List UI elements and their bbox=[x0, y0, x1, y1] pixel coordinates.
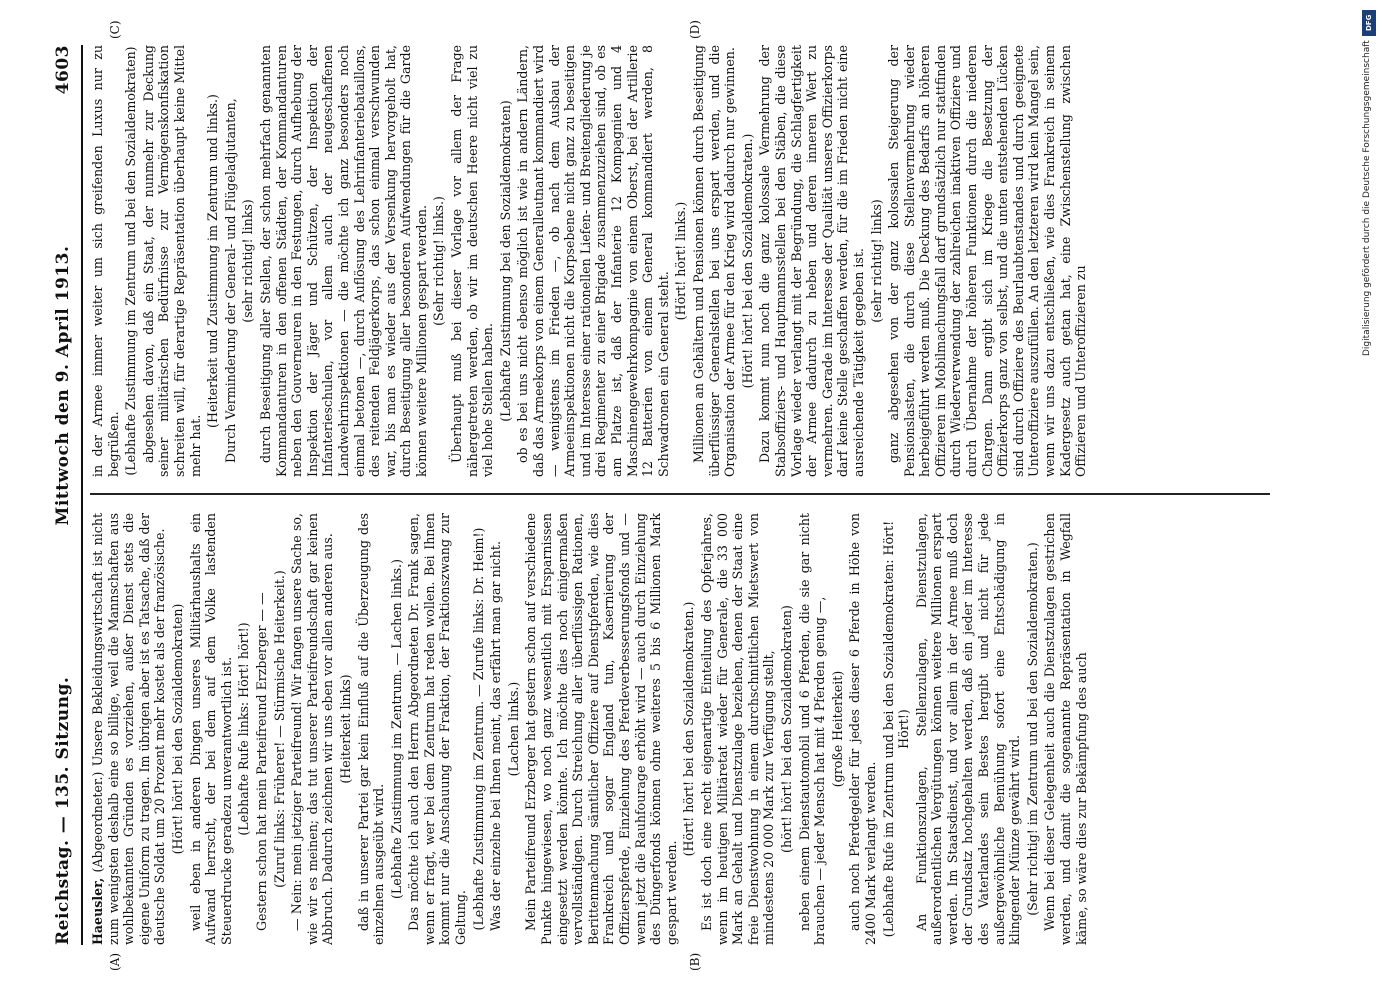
header-rule bbox=[81, 45, 83, 945]
paragraph: Durch Verminderung der General- und Flügeladjutanten, bbox=[222, 98, 238, 463]
paragraph: durch Beseitigung aller Stellen, der schon mehrfach genannten Kommandanturen in den offenen Städten, der Kommandanturen neben den Gouverneuren in den Festungen, durch Aufhebung der Inspektion der Jäger und Schützen, der Inspektion der Infanterieschulen, vor allem auch der neugeschaffenen Landwehrinspektionen — die möchte ich ganz besonders noch einmal betonen —, durch Auflösung des Lehrinfanteriebataillons, des reitenden Feldjägerkorps, das schon einmal verschwunden war, bis man es wieder aus der Versenkung hervorgeholt hat, durch Beseitigung aller besonderen Aufwendungen für die Garde können weitere Millionen gespart werden. bbox=[257, 45, 429, 477]
interjection: (sehr richtig! links) bbox=[240, 199, 256, 323]
page-number: 4603 bbox=[53, 45, 73, 95]
interjection: (Zuruf links: Früherer! — Stürmische Heiterkeit.) bbox=[271, 570, 287, 888]
header-date: Mittwoch den 9. April 1913. bbox=[53, 245, 73, 526]
paragraph: auch noch Pferdegelder für jedes dieser 6 Pferde in Höhe von 2400 Mark verlangt werden. bbox=[847, 513, 878, 945]
column-divider bbox=[90, 494, 1270, 496]
interjection: (Hört! hört! bei den Sozialdemokraten) bbox=[169, 603, 185, 855]
paragraph: Mein Parteifreund Erzberger hat gestern schon auf verschiedene Punkte hingewiesen, wo noch ganz wesentlich mit Ersparnissen eingesetzt werden könnte. Ich möchte dies noch einigermaßen vervollständigen. Durch Streichung aller überflüssigen Rationen, Berittenmachung sämtlicher Offiziere auf Dienstpferden, wie dies Frankreich und sogar England tun, Kasernierung der Offizierspferde, Einziehung des Pferdeverbesserungsfonds und — wenn jetzt die Rauhfourage erhöht wird — auch durch Einziehung des Düngerfonds können ohne weiteres 5 bis 6 Millionen Mark gespart werden. bbox=[523, 513, 679, 945]
margin-marker-a: (A) bbox=[108, 952, 122, 971]
paragraph-text: Unsere Bekleidungswirtschaft ist nicht zum wenigsten deshalb eine so billige, weil die Mannschaften aus wohlbekannten Gründen es vorziehen, außer Dienst stets die eigene Uniform zu tragen. Im übrigen aber ist es Tatsache, daß der deutsche Soldat um 20 Prozent mehr kostet als der französische. bbox=[90, 513, 168, 945]
interjection: (Lebhafte Zustimmung bei den Sozialdemokraten) bbox=[497, 100, 513, 422]
paragraph: Was der einzelne bei Ihnen meint, das erfährt man gar nicht. bbox=[488, 541, 504, 931]
speaker-name: Haeusler, bbox=[90, 877, 105, 945]
left-column bbox=[90, 513, 1270, 945]
paragraph: ob es bei uns nicht ebenso möglich ist wie in andern Ländern, daß das Armeekorps von einem Generalleutnant kommandiert wird — wenigstens im Frieden —, ob nach dem Ausbau der Armeeinspektionen nicht die Korpsebene nicht ganz zu beseitigen und im Interesse einer rationellen Liefen- und Breitengliederung je drei Regimenter zu einer Brigade zusammenzuziehen sind, ob es am Platze ist, daß der Infanterie 12 Kompagnien und 4 Maschinengewehrkompagnie von einem Oberst, bei der Artillerie 12 Batterien von einem General kommandiert werden, 8 Schwadronen ein General steht. bbox=[515, 45, 671, 477]
paragraph: — Nein: mein jetziger Parteifreund! Wir fangen unsere Sache so, wie wir es meinen; das tut unserer Parteifreundschaft gar keinen Abbruch. Dadurch zeichnen wir uns eben vor allen anderen aus. bbox=[289, 513, 336, 945]
header-session: Reichstag. — 135. Sitzung. bbox=[53, 676, 73, 945]
interjection: (Lebhafte Rufe links: Hört! hört!) bbox=[236, 622, 252, 836]
paragraph: daß in unserer Partei gar kein Einfluß auf die Überzeugung des einzelnen ausgeübt wird. bbox=[355, 513, 387, 945]
interjection: (sehr richtig! links) bbox=[868, 199, 884, 323]
paragraph: neben einem Dienstautomobil und 6 Pferden, die sie gar nicht brauchen — jeder Mensch hat mit 4 Pferden genug —, bbox=[796, 513, 828, 945]
interjection: (Heiterkeit links) bbox=[337, 674, 353, 784]
interjection: (Lachen links.) bbox=[505, 681, 521, 777]
margin-marker-b: (B) bbox=[688, 952, 702, 971]
interjection: (Lebhafte Rufe im Zentrum und bei den Sozialdemokraten: Hört! Hört!) bbox=[880, 520, 912, 938]
paragraph: An Funktionszulagen, Stellenzulagen, Dienstzulagen, außerordentlichen Vergütungen können weitere Millionen erspart werden. Im Staatsdienst, und vor allem in der Armee muß doch der Grundsatz hochgehalten werden, daß ein jeder im Interesse des Vaterlandes sein Bestes hergibt und nicht für jede außergewöhnliche Bemühung sofort eine Entschädigung in klingender Münze gewährt wird. bbox=[913, 513, 1023, 945]
interjection: (große Heiterkeit) bbox=[829, 670, 845, 788]
interjection: (Sehr richtig! links.) bbox=[431, 196, 447, 326]
paragraph: Überhaupt muß bei dieser Vorlage vor allem der Frage nähergetreten werden, ob wir im deutschen Heere nicht viel zu viel hohe Stellen haben. bbox=[449, 45, 496, 477]
paragraph: Gestern schon hat mein Parteifreund Erzberger — — bbox=[253, 592, 269, 931]
paragraph: Wenn bei dieser Gelegenheit auch die Dienstzulagen gestrichen werden, und damit die sogenannte Repräsentation in Wegfall käme, so wäre dies zur Bekämpfung des auch bbox=[1042, 513, 1089, 945]
interjection: (Hört! hört! links.) bbox=[673, 201, 689, 321]
page-header bbox=[48, 45, 78, 945]
paragraph: abgesehen davon, daß ein Staat, der nunmehr zur Deckung seiner militärischen Bedürfnisse zur Vermögenskonfiskation schreiten will, für derartige Repräsentation überhaupt keine Mittel mehr hat. bbox=[140, 45, 203, 477]
speaker-role: Abgeordneter.) bbox=[90, 771, 105, 868]
paragraph: weil eben in anderen Dingen unseres Militärhaushalts ein Aufwand herrscht, der bei dem auf dem Volke lastenden Steuerdrucke geradezu unverantwortlich ist. bbox=[187, 513, 234, 945]
right-column bbox=[90, 45, 1270, 477]
credit-text: Digitalisierung gefördert durch die Deutsche Forschungsgemeinschaft bbox=[1362, 40, 1372, 356]
margin-marker-c: (C) bbox=[108, 20, 122, 39]
interjection: (Lebhafte Zustimmung im Zentrum. — Lachen links.) bbox=[388, 559, 404, 899]
paragraph: Das möchte ich auch den Herrn Abgeordneten Dr. Frank sagen, wenn er fragt, wer bei dem Zentrum hat reden wollen. Bei Ihnen kommt nur die Anschauung der Fraktion, der Fraktionszwang zur Geltung. bbox=[406, 513, 469, 945]
interjection: (Hört! hört! bei den Sozialdemokraten.) bbox=[681, 601, 697, 857]
digitization-credit bbox=[1362, 10, 1378, 990]
paragraph: in der Armee immer weiter um sich greifenden Luxus nur zu begrüßen. bbox=[90, 45, 121, 477]
interjection: (Sehr richtig! im Zentrum und bei den Sozialdemokraten.) bbox=[1024, 542, 1040, 916]
interjection: (hört! hört! bei den Sozialdemokraten) bbox=[778, 605, 794, 853]
paragraph: ganz abgesehen von der ganz kolossalen Steigerung der Pensionslasten, die durch diese Stellenvermehrung wieder herbeigeführt werden muß. Die Deckung des Bedarfs an höheren Offizieren im Mobilmachungsfall darf grundsätzlich nur stattfinden durch Wiederverwendung der zahlreichen inaktiven Offiziere und durch Übernahme der höheren Funktionen durch die niederen Chargen. Dann ergibt sich im Kriege die Besetzung der Offizierkorps ganz von selbst, und die unten entstehenden Lücken sind durch Offiziere des Beurlaubtenstandes und durch geeignete Unteroffiziere auszufüllen. An den letzteren wird kein Mangel sein, wenn wir uns dazu entschließen, wie dies Frankreich in seinem Kadergesetz auch getan hat, eine Zwischenstellung zwischen Offizieren und Unteroffizieren zu bbox=[886, 45, 1089, 477]
paragraph: Dazu kommt nun noch die ganz kolossale Vermehrung der Stabsoffiziers- und Hauptmannsstellen bei den Stäben, die diese Vorlage wieder verlangt mit der Begründung, die Schlagfertigkeit der Armee dadurch zu heben und deren inneren Wert zu vermehren. Gerade im Interesse der Qualität unseres Offizierkorps darf keine Stelle geschaffen werden, für die im Frieden nicht eine ausreichende Tätigkeit gegeben ist. bbox=[757, 45, 866, 477]
paragraph: Millionen an Gehältern und Pensionen können durch Beseitigung überflüssiger Generalstellen bei uns erspart werden, und die Organisation der Armee für den Krieg wird dadurch nur gewinnen. bbox=[690, 45, 738, 477]
speaker-paragraph: Haeusler, (Abgeordneter.) Unsere Bekleidungswirtschaft ist nicht zum wenigsten deshalb eine so billige, weil die Mannschaften aus wohlbekannten Gründen es vorziehen, außer Dienst stets die eigene Uniform zu tragen. Im übrigen aber ist es Tatsache, daß der deutsche Soldat um 20 Prozent mehr kostet als der französische. bbox=[90, 513, 168, 945]
interjection: (Hört! hört! bei den Sozialdemokraten.) bbox=[739, 133, 755, 389]
paragraph: Es ist doch eine recht eigenartige Einteilung des Opferjahres, wenn im heutigen Militäretat wieder für Generale, die 33 000 Mark an Gehalt und Dienstzulage beziehen, denen der Staat eine freie Dienstwohnung in einem durchschnittlichen Mietswert von mindestens 20 000 Mark zur Verfügung stellt, bbox=[698, 513, 777, 945]
interjection: (Heiterkeit und Zustimmung im Zentrum und links.) bbox=[205, 94, 221, 428]
dfg-logo: DFG bbox=[1362, 10, 1376, 36]
interjection: (Lebhafte Zustimmung im Zentrum und bei den Sozialdemokraten) bbox=[123, 46, 139, 476]
page-content bbox=[48, 20, 1278, 971]
margin-marker-d: (D) bbox=[688, 20, 702, 39]
interjection: (Lebhafte Zustimmung im Zentrum. — Zurufe links: Dr. Heim!) bbox=[470, 527, 486, 931]
